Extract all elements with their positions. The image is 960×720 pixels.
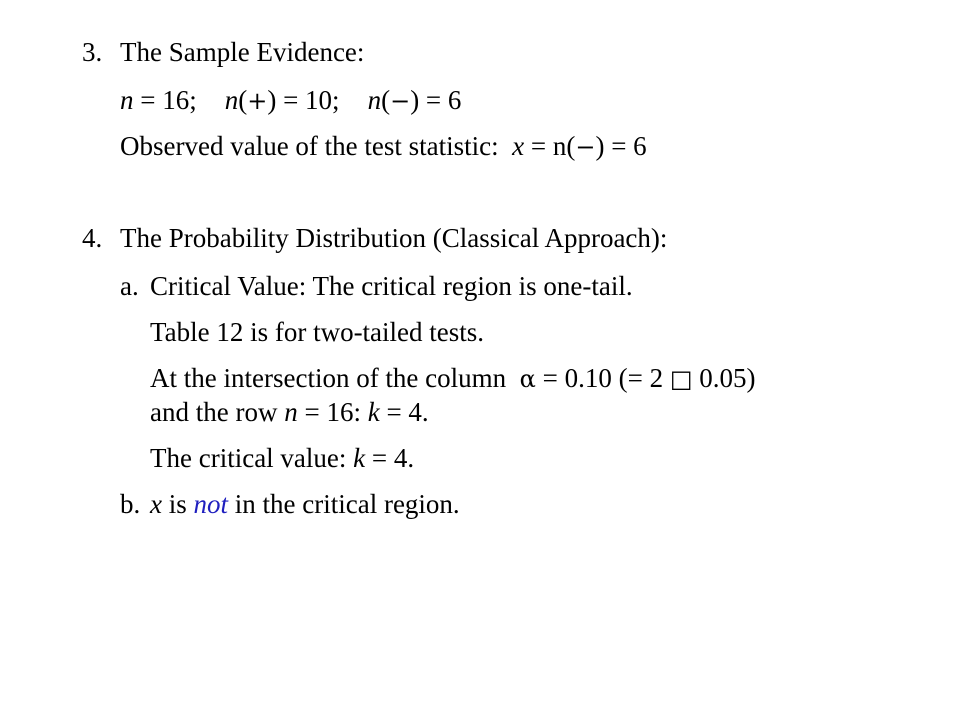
n-minus-symbol: n: [367, 85, 382, 115]
section-4-heading: The Probability Distribution (Classical Approach):: [120, 223, 668, 253]
n-symbol: n: [284, 397, 298, 427]
observed-eq: = n(: [524, 131, 576, 161]
alpha-half: 0.05): [692, 363, 756, 393]
plus-sign: +: [247, 87, 268, 115]
x-symbol: x: [150, 489, 162, 519]
intersection-text: At the intersection of the column: [150, 363, 520, 393]
section-3-number: 3.: [82, 37, 103, 67]
observed-value-line: [120, 130, 647, 163]
table-12-line: Table 12 is for two-tailed tests.: [150, 317, 485, 347]
k-value: = 4.: [379, 397, 429, 427]
critical-k-value: = 4.: [365, 443, 415, 473]
n-minus-value: ) = 6: [410, 85, 462, 115]
alpha-value: = 0.10 (= 2: [535, 363, 670, 393]
conclusion-line: [150, 488, 460, 520]
critical-value-result-line: [150, 442, 414, 474]
sample-evidence-line: [120, 84, 461, 117]
item-b-label: b.: [120, 489, 141, 519]
row-text: and the row: [150, 397, 285, 427]
row-line: [150, 396, 429, 428]
section-4-number: 4.: [82, 223, 103, 253]
conclusion-text: in the critical region.: [228, 489, 460, 519]
n-plus-open: (: [238, 85, 248, 115]
observed-value: ) = 6: [595, 131, 647, 161]
item-a-label: a.: [120, 271, 139, 301]
minus-sign: −: [575, 133, 596, 161]
intersection-line: [150, 362, 756, 395]
not-emphasis: not: [193, 489, 229, 519]
n-plus-value: ) = 10;: [267, 85, 340, 115]
times-symbol: □: [669, 365, 693, 393]
n-minus-open: (: [381, 85, 391, 115]
n-value: = 16;: [133, 85, 197, 115]
n-symbol: n: [120, 85, 134, 115]
minus-sign: −: [390, 87, 411, 115]
section-3-heading: The Sample Evidence:: [120, 37, 365, 67]
k-symbol: k: [353, 443, 366, 473]
critical-value-text: The critical value:: [150, 443, 354, 473]
alpha-symbol: α: [519, 365, 536, 393]
x-symbol: x: [512, 131, 525, 161]
row-n-value: = 16:: [297, 397, 368, 427]
n-plus-symbol: n: [224, 85, 239, 115]
observed-label: Observed value of the test statistic:: [120, 131, 513, 161]
conclusion-is: is: [161, 489, 194, 519]
k-symbol: k: [367, 397, 380, 427]
critical-value-line: Critical Value: The critical region is one-tail.: [150, 271, 633, 301]
